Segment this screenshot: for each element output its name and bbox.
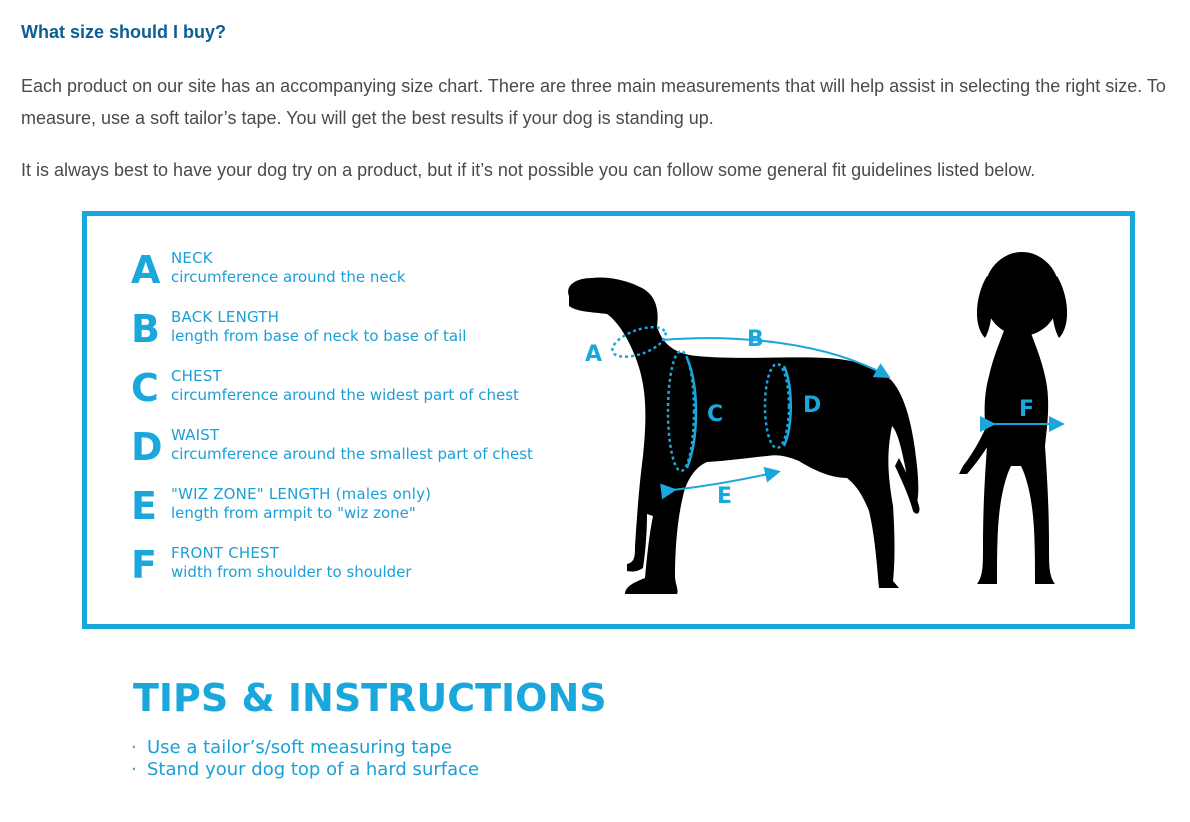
- measurement-name: WAIST: [171, 426, 220, 444]
- measurement-desc: circumference around the widest part of chest: [171, 386, 519, 404]
- bullet: ·: [131, 759, 137, 780]
- measurement-letter: F: [131, 543, 157, 587]
- list-item: [131, 737, 479, 759]
- faq-title: What size should I buy?: [21, 22, 227, 42]
- measurement-desc: length from base of neck to base of tail: [171, 327, 467, 345]
- dog-side-silhouette: [568, 277, 919, 594]
- faq-paragraph-1: Each product on our site has an accompanying size chart. There are three main measurements that will help assist in selecting the right size. To measure, use a soft tailor’s tape. You will get the best results if your dog is standing up.: [21, 76, 1166, 128]
- bullet: ·: [131, 737, 137, 758]
- tip-text: Stand your dog top of a hard surface: [147, 759, 480, 780]
- measurement-name: FRONT CHEST: [171, 544, 280, 562]
- label-b: B: [747, 327, 764, 352]
- label-d: D: [803, 393, 822, 418]
- label-c: C: [707, 402, 724, 427]
- measurement-desc: circumference around the neck: [171, 268, 406, 286]
- label-a: A: [585, 342, 603, 367]
- size-chart-image: [82, 211, 1135, 629]
- dog-front-silhouette: [959, 252, 1067, 584]
- measurement-letter: D: [131, 425, 163, 469]
- measurement-letter: A: [131, 248, 161, 292]
- measurement-desc: circumference around the smallest part of chest: [171, 445, 533, 463]
- measurement-desc: width from shoulder to shoulder: [171, 563, 412, 581]
- measurement-letter: B: [131, 307, 160, 351]
- list-item: [131, 759, 479, 781]
- measurement-desc: length from armpit to "wiz zone": [171, 504, 416, 522]
- measurement-letter: E: [131, 484, 157, 528]
- measurement-letter: C: [131, 366, 159, 410]
- measurement-name: NECK: [171, 249, 213, 267]
- faq-paragraph-2: It is always best to have your dog try on a product, but if it’s not possible you can follow some general fit guidelines listed below.: [21, 160, 1036, 180]
- dog-diagram: [87, 216, 1130, 624]
- measurement-name: BACK LENGTH: [171, 308, 280, 326]
- measurement-name: CHEST: [171, 367, 222, 385]
- label-f: F: [1019, 397, 1035, 422]
- measurement-name: "WIZ ZONE" LENGTH (males only): [171, 485, 432, 503]
- tips-title: TIPS & INSTRUCTIONS: [133, 676, 607, 720]
- tips-list: [131, 737, 479, 781]
- tip-text: Use a tailor’s/soft measuring tape: [147, 737, 452, 758]
- label-e: E: [717, 484, 733, 509]
